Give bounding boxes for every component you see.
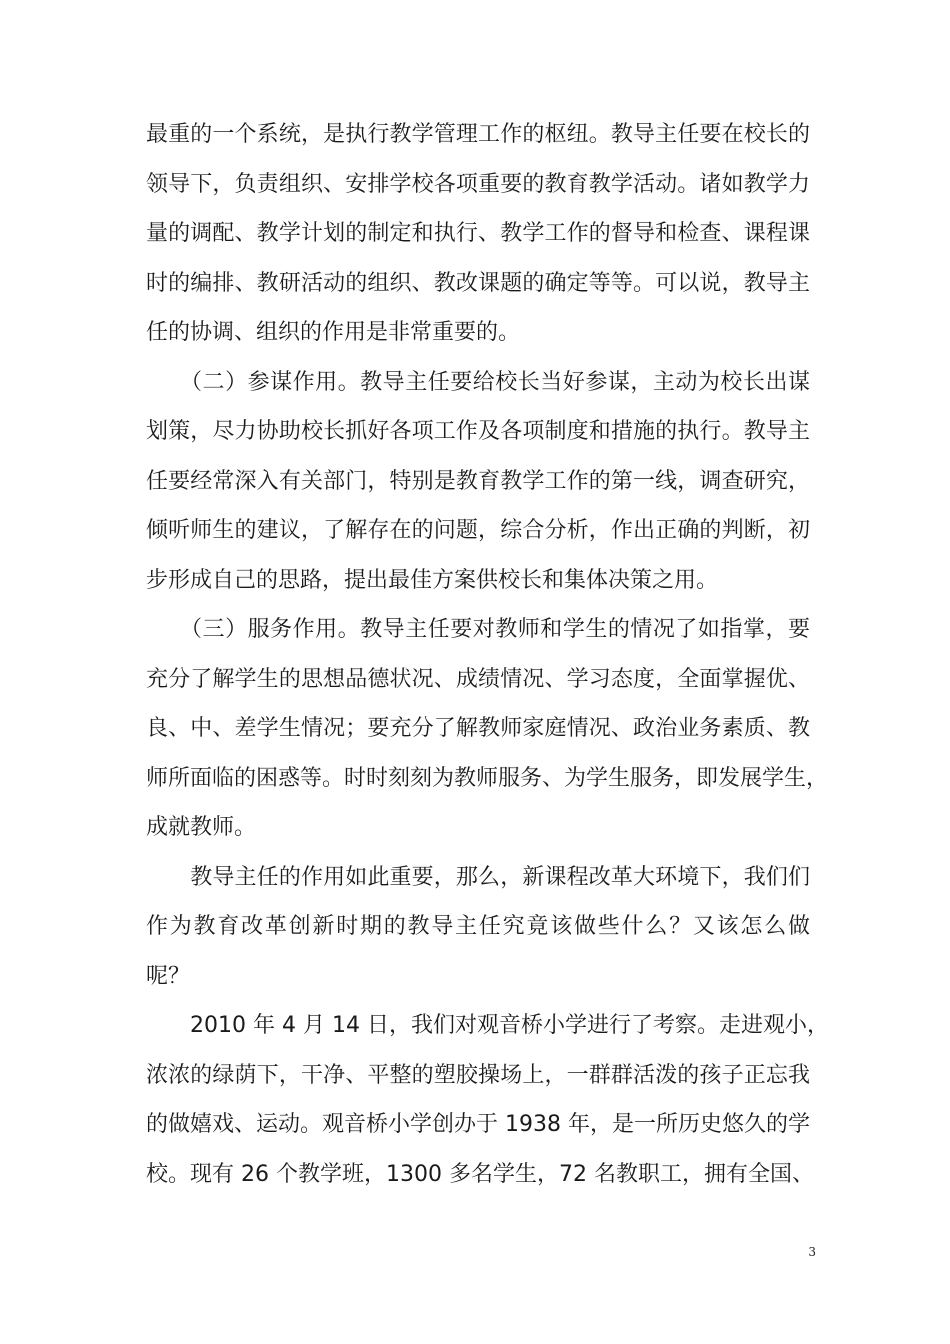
page-number: 3 xyxy=(808,1245,816,1259)
text-line: 最重的一个系统，是执行教学管理工作的枢纽。教导主任要在校长的 xyxy=(146,122,810,147)
text-line: 教导主任的作用如此重要，那么，新课程改革大环境下，我们们 xyxy=(146,864,810,890)
text-line: 呢？ xyxy=(146,963,191,989)
paragraph xyxy=(146,358,810,606)
text-line: 作为教育改革创新时期的教导主任究竟该做些什么？又该怎么做 xyxy=(146,914,810,939)
text-line: 步形成自己的思路，提出最佳方案供校长和集体决策之用。 xyxy=(146,567,719,593)
text-line: 充分了解学生的思想品德状况、成绩情况、学习态度，全面掌握优、 xyxy=(146,666,810,692)
text-line: 划策，尽力协助校长抓好各项工作及各项制度和措施的执行。教导主 xyxy=(146,419,810,444)
text-line: （二）参谋作用。教导主任要给校长当好参谋，主动为校长出谋 xyxy=(146,369,810,395)
text-line: 师所面临的困惑等。时时刻刻为教师服务、为学生服务，即发展学生， xyxy=(146,765,829,791)
text-line: 倾听师生的建议，了解存在的问题，综合分析，作出正确的判断，初 xyxy=(146,518,810,543)
text-line: （三）服务作用。教导主任要对教师和学生的情况了如指掌，要 xyxy=(146,617,810,642)
text-line: 2010 年 4 月 14 日，我们对观音桥小学进行了考察。走进观小， xyxy=(146,1013,829,1038)
text-line: 任要经常深入有关部门，特别是教育教学工作的第一线，调查研究， xyxy=(146,468,810,494)
document-body xyxy=(146,110,829,1199)
text-line: 时的编排、教研活动的组织、教改课题的确定等等。可以说，教导主 xyxy=(146,270,810,296)
paragraph xyxy=(146,1001,829,1199)
paragraph xyxy=(146,605,829,853)
paragraph xyxy=(146,853,810,1002)
text-line: 任的协调、组织的作用是非常重要的。 xyxy=(146,320,521,345)
text-line: 的做嬉戏、运动。观音桥小学创办于 1938 年，是一所历史悠久的学 xyxy=(146,1112,810,1137)
text-line: 量的调配、教学计划的制定和执行、教学工作的督导和检查、课程课 xyxy=(146,221,810,246)
text-line: 浓浓的绿荫下，干净、平整的塑胶操场上，一群群活泼的孩子正忘我 xyxy=(146,1062,810,1088)
text-line: 领导下，负责组织、安排学校各项重要的教育教学活动。诸如教学力 xyxy=(146,171,810,197)
text-line: 良、中、差学生情况；要充分了解教师家庭情况、政治业务素质、教 xyxy=(146,716,810,741)
paragraph xyxy=(146,110,810,358)
text-line: 成就教师。 xyxy=(146,815,257,840)
text-line: 校。现有 26 个教学班，1300 多名学生，72 名教职工，拥有全国、 xyxy=(146,1161,814,1187)
